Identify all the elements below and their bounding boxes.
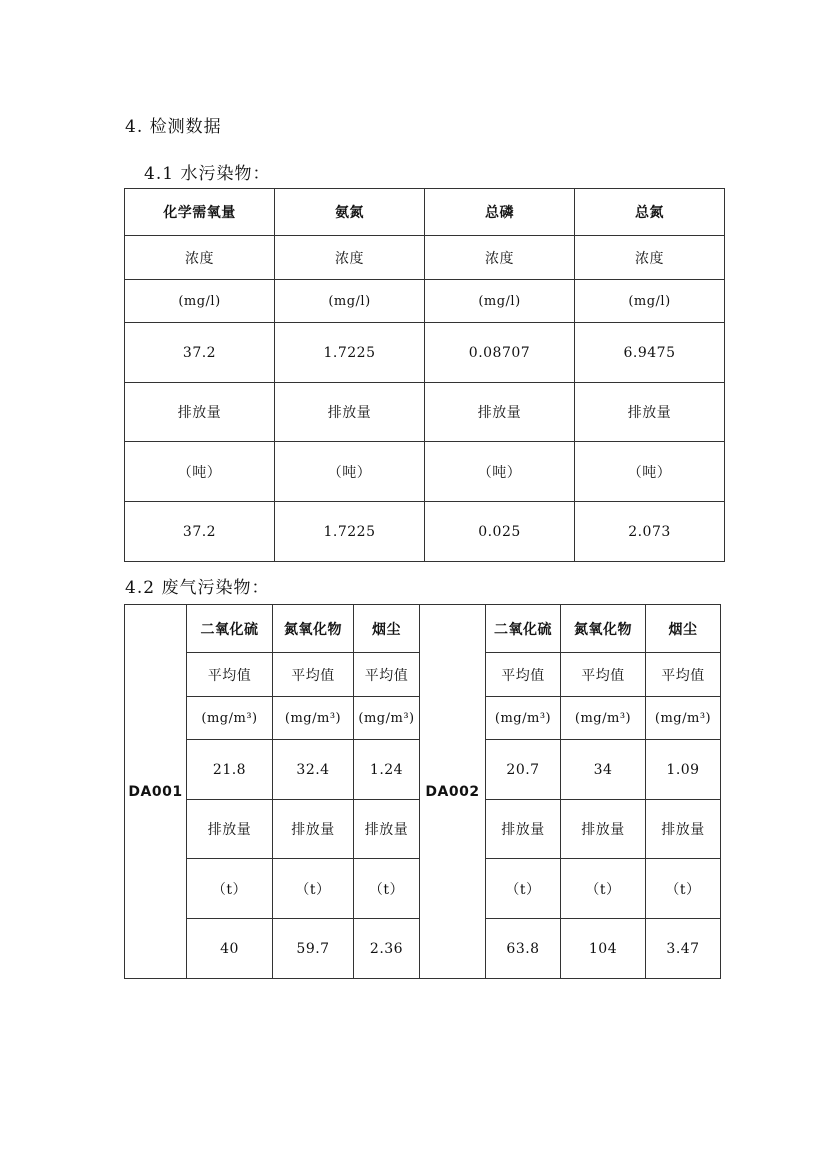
emit-value: 63.8 xyxy=(486,919,561,979)
conc-value: 37.2 xyxy=(125,323,275,383)
emit-unit: （t） xyxy=(187,859,273,919)
avg-unit: (mg/m³) xyxy=(187,697,273,740)
emit-label: 排放量 xyxy=(273,800,354,859)
emit-unit: （t） xyxy=(486,859,561,919)
emit-unit: （吨） xyxy=(275,442,425,502)
header-dust: 烟尘 xyxy=(646,605,721,653)
avg-label: 平均值 xyxy=(486,653,561,697)
air-pollutant-table xyxy=(124,604,721,979)
avg-unit: (mg/m³) xyxy=(273,697,354,740)
emit-label: 排放量 xyxy=(486,800,561,859)
section-heading: 4. 检测数据 xyxy=(125,117,222,137)
table-row xyxy=(125,189,725,236)
emit-value: 37.2 xyxy=(125,502,275,562)
emit-unit: （吨） xyxy=(575,442,725,502)
table-row xyxy=(125,280,725,323)
conc-label: 浓度 xyxy=(125,236,275,280)
avg-value: 1.24 xyxy=(354,740,420,800)
header-cod: 化学需氧量 xyxy=(125,189,275,236)
table-row xyxy=(125,383,725,442)
outlet-id-da002: DA002 xyxy=(420,605,486,979)
conc-value: 0.08707 xyxy=(425,323,575,383)
emit-value: 40 xyxy=(187,919,273,979)
avg-value: 34 xyxy=(561,740,646,800)
avg-label: 平均值 xyxy=(354,653,420,697)
avg-label: 平均值 xyxy=(273,653,354,697)
avg-value: 32.4 xyxy=(273,740,354,800)
emit-label: 排放量 xyxy=(646,800,721,859)
avg-label: 平均值 xyxy=(561,653,646,697)
avg-label: 平均值 xyxy=(646,653,721,697)
conc-unit: (mg/l) xyxy=(125,280,275,323)
header-nitrogen: 总氮 xyxy=(575,189,725,236)
avg-value: 20.7 xyxy=(486,740,561,800)
emit-label: 排放量 xyxy=(425,383,575,442)
avg-value: 21.8 xyxy=(187,740,273,800)
conc-unit: (mg/l) xyxy=(575,280,725,323)
emit-value: 3.47 xyxy=(646,919,721,979)
conc-unit: (mg/l) xyxy=(425,280,575,323)
header-nox: 氮氧化物 xyxy=(561,605,646,653)
emit-value: 1.7225 xyxy=(275,502,425,562)
emit-unit: （t） xyxy=(354,859,420,919)
water-heading: 4.1 水污染物： xyxy=(144,164,271,184)
conc-value: 6.9475 xyxy=(575,323,725,383)
table-row xyxy=(125,442,725,502)
header-dust: 烟尘 xyxy=(354,605,420,653)
header-ammonia: 氨氮 xyxy=(275,189,425,236)
avg-unit: (mg/m³) xyxy=(646,697,721,740)
avg-unit: (mg/m³) xyxy=(486,697,561,740)
emit-unit: （吨） xyxy=(425,442,575,502)
emit-value: 2.36 xyxy=(354,919,420,979)
conc-unit: (mg/l) xyxy=(275,280,425,323)
conc-label: 浓度 xyxy=(575,236,725,280)
table-row xyxy=(125,502,725,562)
emit-value: 0.025 xyxy=(425,502,575,562)
emit-value: 104 xyxy=(561,919,646,979)
conc-label: 浓度 xyxy=(425,236,575,280)
avg-unit: (mg/m³) xyxy=(354,697,420,740)
conc-label: 浓度 xyxy=(275,236,425,280)
emit-label: 排放量 xyxy=(561,800,646,859)
emit-value: 59.7 xyxy=(273,919,354,979)
emit-unit: （t） xyxy=(561,859,646,919)
table-row xyxy=(125,605,721,653)
emit-label: 排放量 xyxy=(125,383,275,442)
emit-label: 排放量 xyxy=(275,383,425,442)
emit-label: 排放量 xyxy=(354,800,420,859)
emit-unit: （吨） xyxy=(125,442,275,502)
avg-label: 平均值 xyxy=(187,653,273,697)
header-so2: 二氧化硫 xyxy=(486,605,561,653)
air-heading: 4.2 废气污染物： xyxy=(125,578,270,598)
header-so2: 二氧化硫 xyxy=(187,605,273,653)
conc-value: 1.7225 xyxy=(275,323,425,383)
table-row xyxy=(125,323,725,383)
emit-unit: （t） xyxy=(273,859,354,919)
avg-unit: (mg/m³) xyxy=(561,697,646,740)
emit-label: 排放量 xyxy=(187,800,273,859)
emit-value: 2.073 xyxy=(575,502,725,562)
outlet-id-da001: DA001 xyxy=(125,605,187,979)
header-nox: 氮氧化物 xyxy=(273,605,354,653)
emit-unit: （t） xyxy=(646,859,721,919)
emit-label: 排放量 xyxy=(575,383,725,442)
water-pollutant-table xyxy=(124,188,725,562)
table-row xyxy=(125,236,725,280)
header-phosphorus: 总磷 xyxy=(425,189,575,236)
avg-value: 1.09 xyxy=(646,740,721,800)
